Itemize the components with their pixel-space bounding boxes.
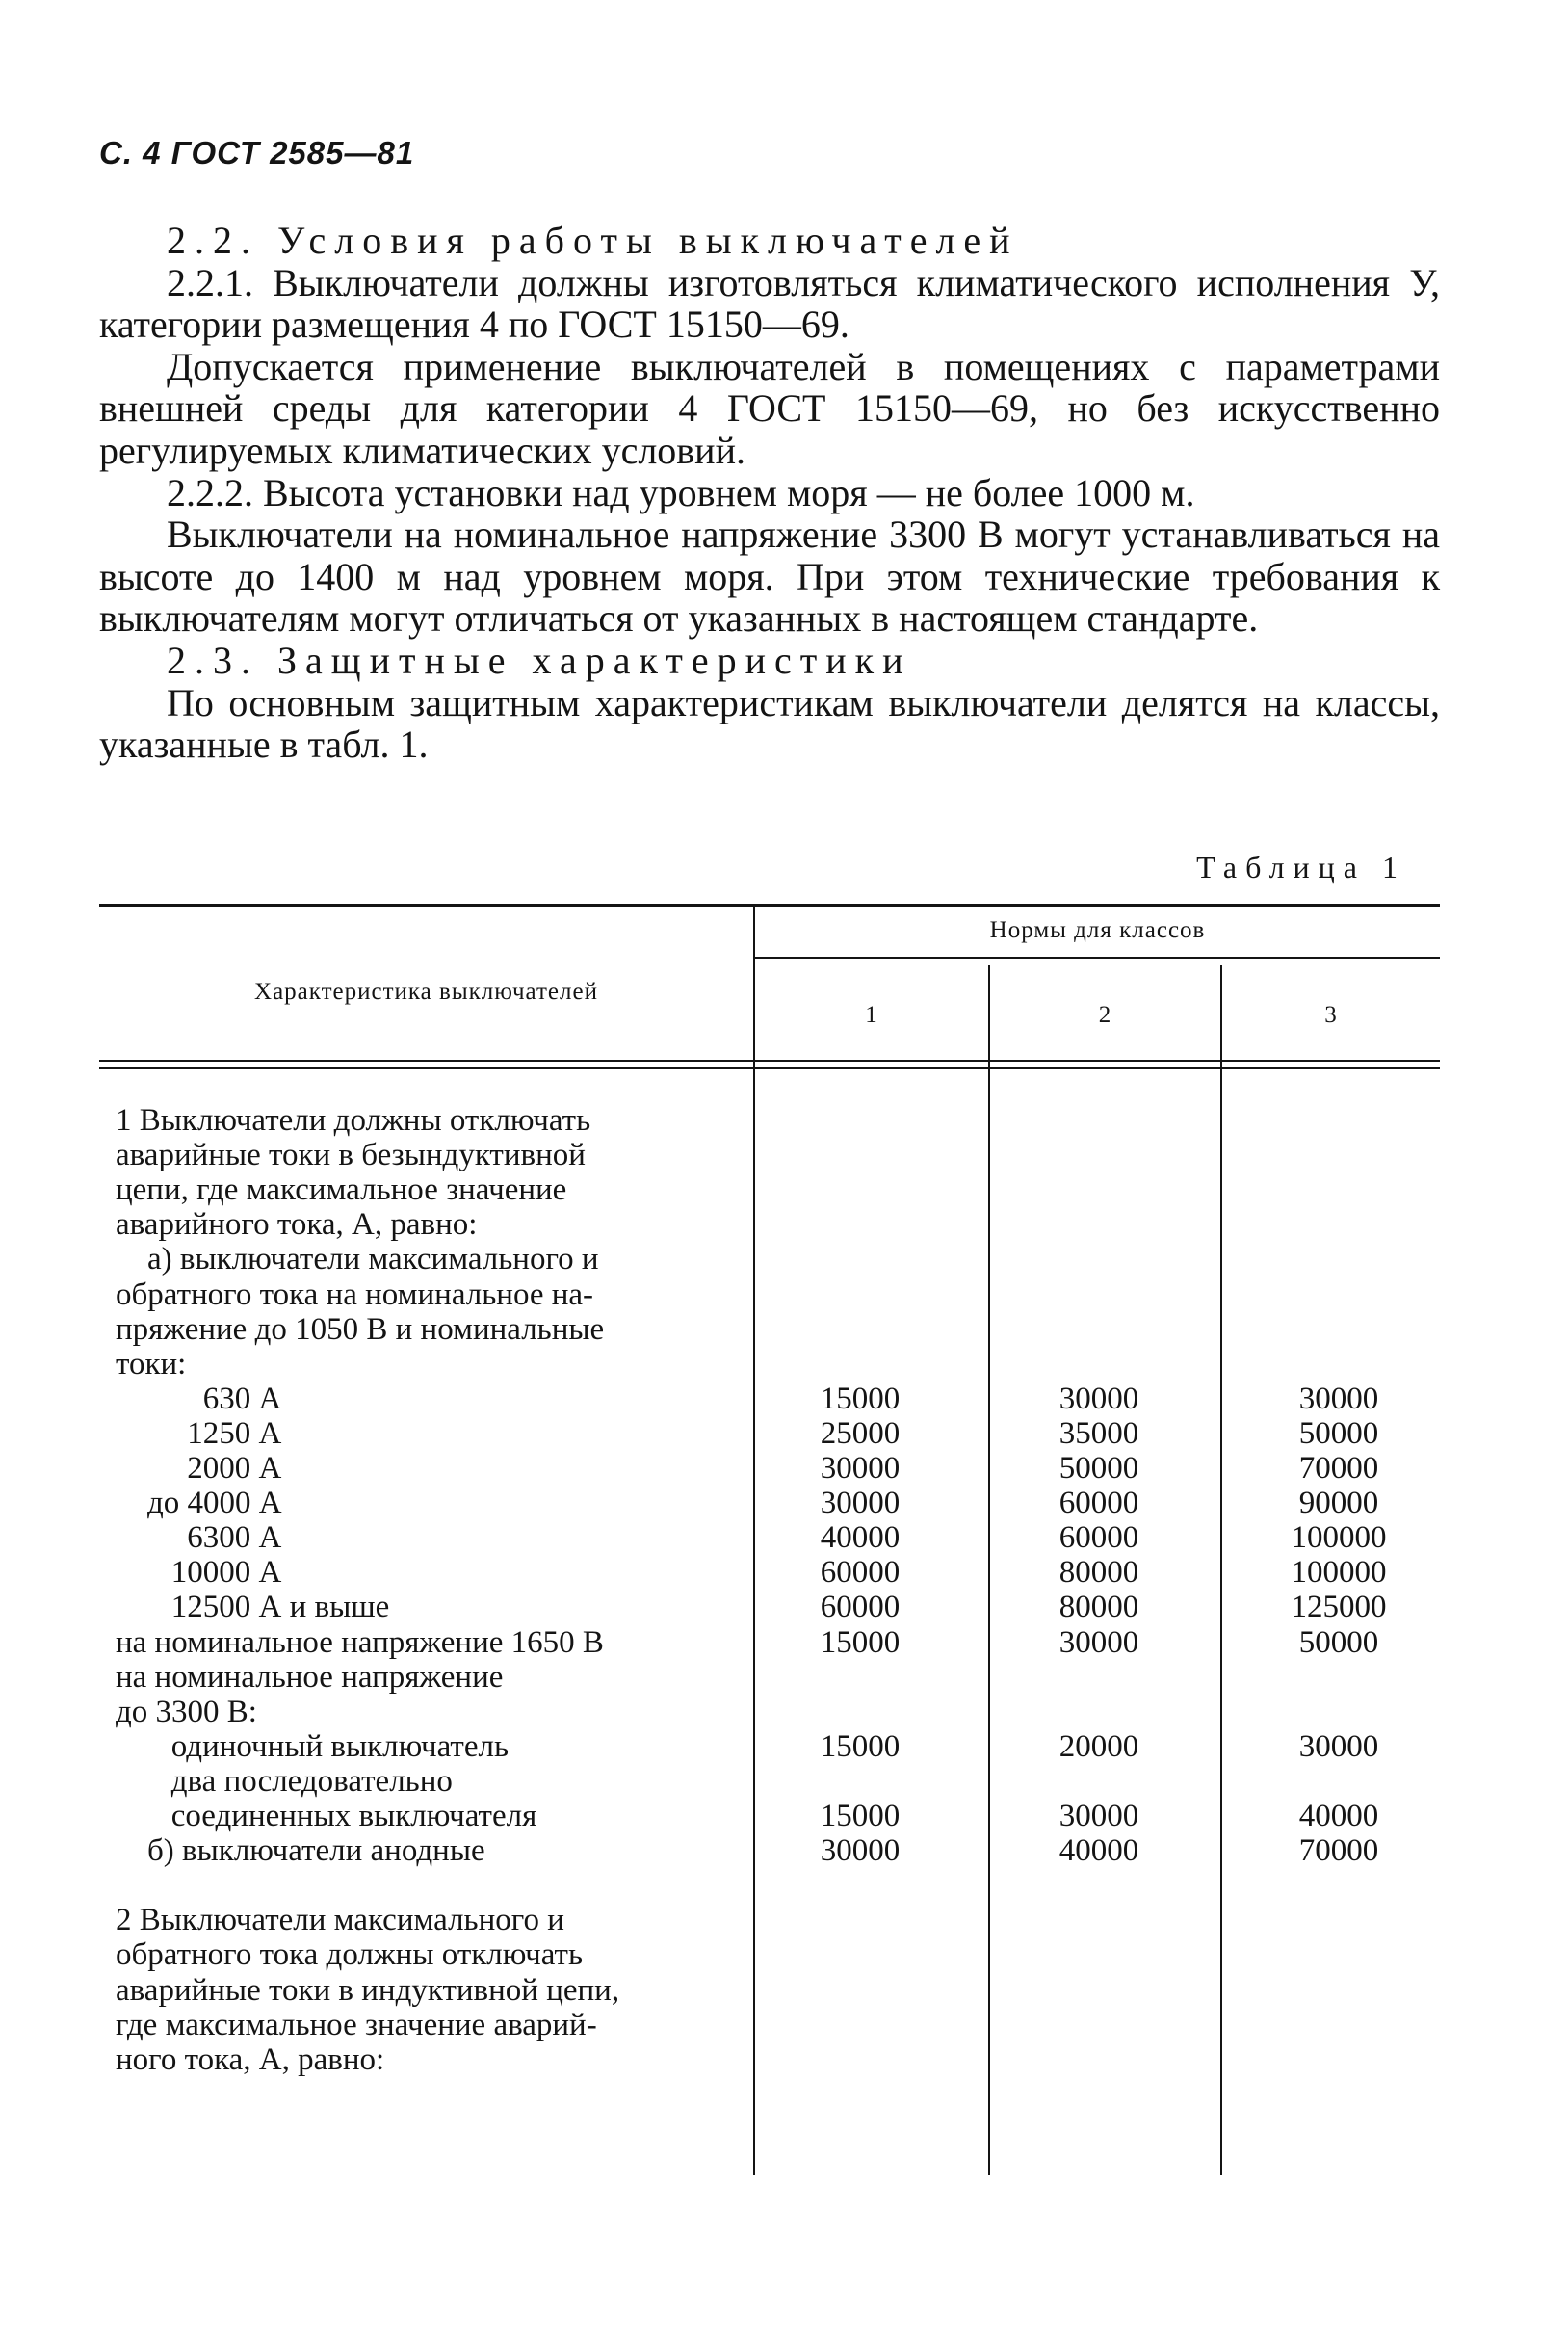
row-characteristic: 630 А	[116, 1381, 282, 1416]
value-class-1: 30000	[820, 1451, 901, 1486]
row-characteristic: аварийного тока, А, равно:	[116, 1207, 478, 1243]
value-class-1: 60000	[820, 1590, 901, 1625]
row-characteristic: два последовательно	[116, 1763, 453, 1799]
paragraph-classes: По основным защитным характеристикам выключатели делятся на классы, указанные в табл. 1.	[99, 680, 1440, 767]
value-class-2: 60000	[1058, 1520, 1139, 1556]
table-row	[0, 1729, 1568, 1764]
value-class-3: 90000	[1298, 1486, 1379, 1521]
table-row	[0, 1207, 1568, 1242]
table-row	[0, 1799, 1568, 1833]
table-caption: Таблица 1	[1196, 850, 1406, 884]
table-row	[0, 1138, 1568, 1172]
section-2-2-heading: 2.2. Условия работы выключателей	[167, 219, 1019, 262]
value-class-1: 15000	[820, 1799, 901, 1833]
table-row	[0, 1277, 1568, 1312]
row-characteristic: обратного тока должны отключать	[116, 1937, 583, 1973]
table-row	[0, 1695, 1568, 1729]
table-row	[0, 1660, 1568, 1695]
header-split-rule	[754, 957, 1440, 959]
value-class-2: 40000	[1058, 1833, 1139, 1869]
table-row	[0, 1347, 1568, 1382]
body-text	[99, 220, 1440, 766]
value-class-3: 50000	[1298, 1624, 1379, 1660]
row-characteristic: где максимальное значение аварий-	[116, 2007, 597, 2042]
row-characteristic: 6300 А	[116, 1520, 282, 1556]
value-class-2: 60000	[1058, 1486, 1139, 1521]
table-row	[0, 1486, 1568, 1520]
row-characteristic: ного тока, А, равно:	[116, 2041, 385, 2077]
table-row	[0, 1973, 1568, 2008]
value-class-1: 25000	[820, 1415, 901, 1451]
table-row	[0, 1590, 1568, 1624]
value-class-1: 60000	[820, 1555, 901, 1591]
header-characteristic: Характеристика выключателей	[254, 979, 598, 1005]
value-class-3: 100000	[1291, 1555, 1387, 1591]
table-row	[0, 1764, 1568, 1799]
header-class-1: 1	[865, 1002, 878, 1028]
table-top-rule	[99, 904, 1440, 907]
row-characteristic: на номинальное напряжение 1650 В	[116, 1624, 604, 1660]
paragraph-altitude: Выключатели на номинальное напряжение 3300 В могут устанавливаться на высоте до 1400 м над уровнем моря. При этом технические требования к выключателям могут отличаться от указанных в настоящем стандарте.	[99, 513, 1440, 641]
table-row	[0, 1625, 1568, 1660]
table-row	[0, 1382, 1568, 1416]
value-class-2: 30000	[1058, 1799, 1139, 1833]
value-class-2: 20000	[1058, 1728, 1139, 1764]
value-class-2: 50000	[1058, 1451, 1139, 1486]
row-characteristic: 1250 А	[116, 1415, 282, 1451]
row-characteristic: 10000 А	[116, 1555, 282, 1591]
row-characteristic: до 4000 А	[116, 1486, 282, 1521]
table-row	[0, 1103, 1568, 1138]
table-row	[0, 1833, 1568, 1868]
value-class-1: 30000	[820, 1486, 901, 1521]
row-characteristic: цепи, где максимальное значение	[116, 1172, 567, 1208]
value-class-3: 30000	[1298, 1381, 1379, 1416]
paragraph-2-2-1: 2.2.1. Выключатели должны изготовляться климатического исполнения У, категории размещения 4 по ГОСТ 15150—69.	[99, 260, 1440, 347]
value-class-1: 30000	[820, 1833, 901, 1869]
header-class-2: 2	[1098, 1002, 1112, 1028]
value-class-3: 50000	[1298, 1415, 1379, 1451]
row-characteristic: на номинальное напряжение	[116, 1659, 504, 1695]
table-row	[0, 1937, 1568, 1972]
header-bottom-rule	[99, 1060, 1440, 1062]
value-class-2: 80000	[1058, 1590, 1139, 1625]
value-class-3: 70000	[1298, 1833, 1379, 1869]
table-row	[0, 1172, 1568, 1207]
header-norms: Нормы для классов	[989, 917, 1206, 943]
table-row	[0, 1903, 1568, 1937]
value-class-1: 15000	[820, 1728, 901, 1764]
value-class-2: 30000	[1058, 1381, 1139, 1416]
section-2-3-heading: 2.3. Защитные характеристики	[167, 638, 912, 682]
row-characteristic: одиночный выключатель	[116, 1728, 510, 1764]
value-class-2: 35000	[1058, 1415, 1139, 1451]
row-characteristic: пряжение до 1050 В и номинальные	[116, 1311, 605, 1347]
table-row	[0, 1555, 1568, 1590]
page-header: С. 4 ГОСТ 2585—81	[99, 135, 415, 171]
row-characteristic: токи:	[116, 1346, 187, 1382]
value-class-2: 80000	[1058, 1555, 1139, 1591]
value-class-3: 70000	[1298, 1451, 1379, 1486]
row-characteristic: б) выключатели анодные	[116, 1833, 485, 1869]
value-class-1: 40000	[820, 1520, 901, 1556]
row-characteristic: аварийные токи в индуктивной цепи,	[116, 1972, 620, 2008]
row-characteristic: 12500 А и выше	[116, 1590, 390, 1625]
row-characteristic: 1 Выключатели должны отключать	[116, 1103, 591, 1138]
header-class-3: 3	[1324, 1002, 1338, 1028]
value-class-3: 30000	[1298, 1728, 1379, 1764]
value-class-2: 30000	[1058, 1624, 1139, 1660]
table-row	[0, 1312, 1568, 1347]
value-class-3: 100000	[1291, 1520, 1387, 1556]
paragraph-permission: Допускается применение выключателей в помещениях с параметрами внешней среды для категории 4 ГОСТ 15150—69, но без искусственно регулируемых климатических условий.	[99, 344, 1440, 472]
table-row	[0, 1520, 1568, 1555]
table-row	[0, 2042, 1568, 2077]
row-characteristic: 2 Выключатели максимального и	[116, 1903, 564, 1938]
row-characteristic: до 3300 В:	[116, 1694, 257, 1729]
header-bottom-rule-2	[99, 1067, 1440, 1069]
table-row	[0, 1242, 1568, 1277]
table-row	[0, 1868, 1568, 1903]
row-characteristic: 2000 А	[116, 1451, 282, 1486]
value-class-1: 15000	[820, 1624, 901, 1660]
value-class-3: 40000	[1298, 1799, 1379, 1833]
row-characteristic: а) выключатели максимального и	[116, 1242, 599, 1277]
row-characteristic: аварийные токи в безындуктивной	[116, 1138, 586, 1173]
value-class-3: 125000	[1291, 1590, 1387, 1625]
table-row	[0, 1451, 1568, 1486]
paragraph-2-2-2: 2.2.2. Высота установки над уровнем моря — не более 1000 м.	[167, 470, 1195, 514]
table-row	[0, 2008, 1568, 2042]
table-row	[0, 1416, 1568, 1451]
row-characteristic: обратного тока на номинальное на-	[116, 1277, 594, 1312]
row-characteristic: соединенных выключателя	[116, 1799, 537, 1833]
value-class-1: 15000	[820, 1381, 901, 1416]
